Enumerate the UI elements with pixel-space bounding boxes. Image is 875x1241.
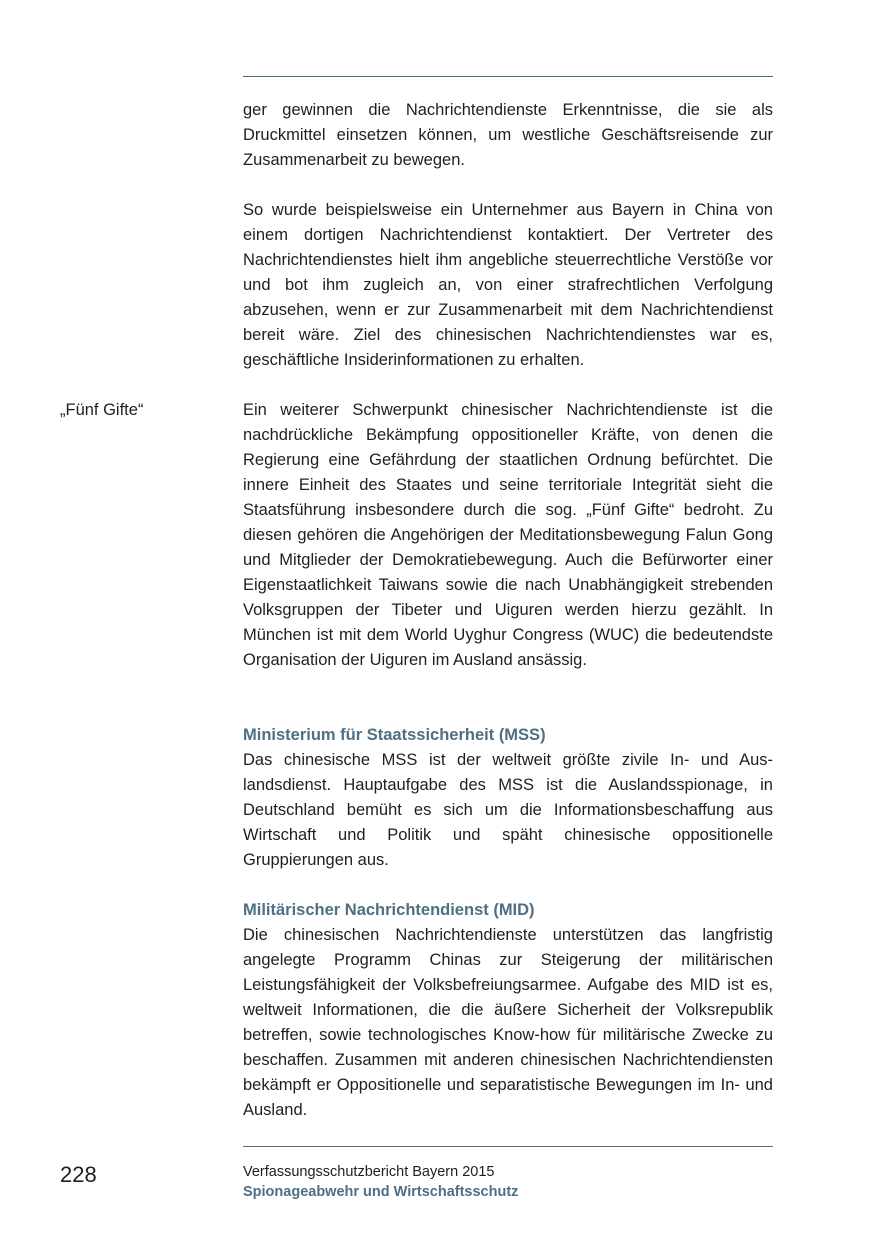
section-heading-mss: Ministerium für Staatssicherheit (MSS) — [243, 726, 546, 744]
paragraph-text: So wurde beispielsweise ein Unternehmer aus Bayern in China von einem dortigen Nachrichtendienst kontaktiert. Der Vertreter des Nachrichtendienstes hielt ihm angebliche steuerrechtliche Verstöße vor und bot ihm zugleich an, von einer strafrechtlichen Verfolgung abzusehen, wenn er zur Zusammenarbeit mit dem Nachrichtendienst bereit wäre. Ziel des chinesischen Nachrichtendienstes war es, geschäftliche Insiderinformationen zu erhalten. — [243, 201, 773, 369]
footer-subtitle: Spionageabwehr und Wirtschaftsschutz — [243, 1184, 519, 1200]
paragraph-example — [243, 198, 773, 373]
page-number: 228 — [60, 1162, 97, 1187]
paragraph-text: ger gewinnen die Nachrichtendienste Erkenntnisse, die sie als Druckmittel einsetzen können, um westliche Geschäftsreisende zur Zusammenarbeit zu bewegen. — [243, 101, 773, 169]
footer-title: Verfassungsschutzbericht Bayern 2015 — [243, 1164, 495, 1180]
paragraph-text: Ein weiterer Schwerpunkt chinesischer Nachrichtendienste ist die nachdrückliche Bekämpfung oppositioneller Kräfte, von denen die Regierung eine Gefährdung der staatlichen Ordnung befürchtet. Die innere Einheit des Staates und seine territoriale Integrität sieht die Staatsführung insbesondere durch die sog. „Fünf Gifte“ bedroht. Zu diesen gehören die Angehörigen der Meditationsbewegung Falun Gong und Mitglieder der Demokratiebewegung. Auch die Befürworter einer Eigenstaatlichkeit Taiwans sowie die nach Unabhängigkeit strebenden Volksgruppen der Tibeter und Uiguren werden hierzu gezählt. In München ist mit dem World Uyghur Congress (WUC) die bedeutendste Organisation der Uiguren im Ausland ansässig. — [243, 401, 773, 669]
paragraph-five-poisons — [243, 398, 773, 673]
paragraph-text: Das chinesische MSS ist der weltweit größte zivile In- und Auslandsdienst. Hauptaufgabe des MSS ist die Auslandsspionage, in Deutschland bemüht es sich um die Informationsbeschaffung aus Wirtschaft und Politik und späht chinesische oppositionelle Gruppierungen aus. — [243, 751, 773, 869]
bottom-rule — [243, 1146, 773, 1147]
margin-note: „Fünf Gifte“ — [60, 401, 144, 419]
section-heading-mid: Militärischer Nachrichtendienst (MID) — [243, 901, 535, 919]
section-mss — [243, 723, 773, 873]
paragraph-continuation — [243, 98, 773, 173]
top-rule — [243, 76, 773, 77]
paragraph-text: Die chinesischen Nachrichtendienste unterstützen das langfristig angelegte Programm Chinas zur Steigerung der militärischen Leistungsfähigkeit der Volksbefreiungsarmee. Aufgabe des MID ist es, weltweit Informationen, die die äußere Sicherheit der Volksrepublik betreffen, sowie technologisches Know-how für militärische Zwecke zu beschaffen. Zusammen mit anderen chinesischen Nachrichtendiensten bekämpft er Oppositionelle und separatistische Bewegungen im In- und Ausland. — [243, 926, 773, 1119]
section-mid — [243, 898, 773, 1123]
